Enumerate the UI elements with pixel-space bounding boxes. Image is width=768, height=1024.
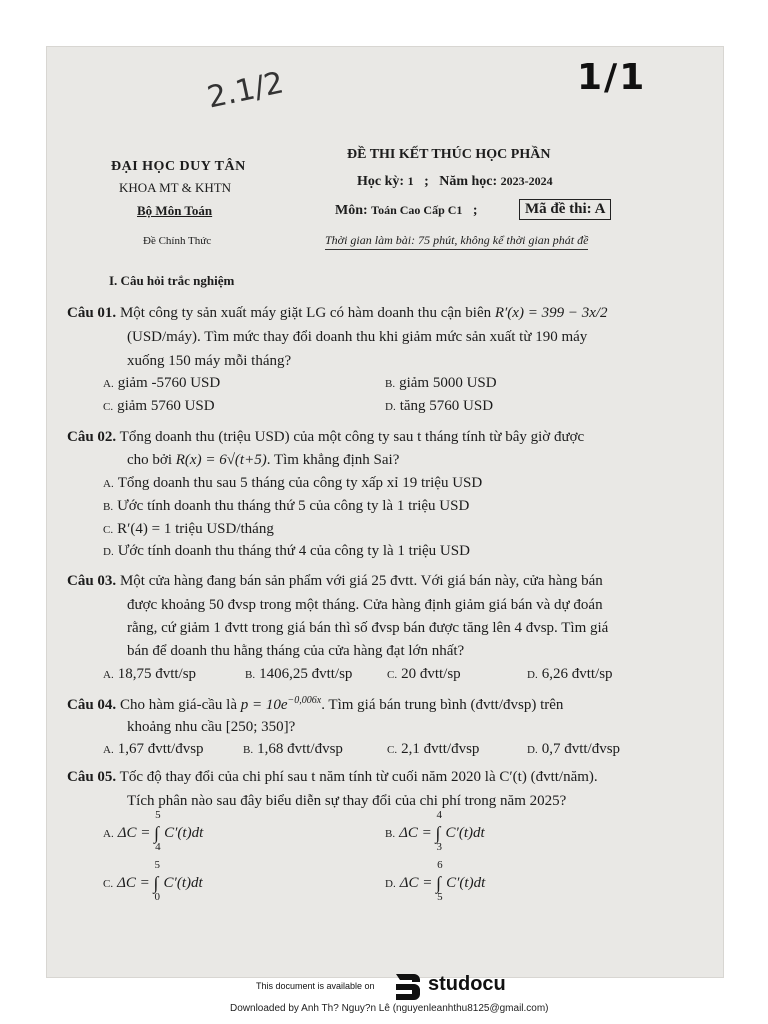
exam-code-value: A xyxy=(594,201,606,217)
question-4-option-a xyxy=(103,741,204,758)
question-2-line-2 xyxy=(127,452,399,469)
integral-sign-icon: ∫ 5 4 xyxy=(154,809,161,853)
integral-upper-bound: 5 xyxy=(155,809,161,821)
question-1-formula: R′(x) = 399 − 3x/2 xyxy=(494,305,608,321)
question-3-option-b xyxy=(245,666,352,683)
option-text: Ước tính doanh thu tháng thứ 5 của công ty là 1 triệu USD xyxy=(117,498,470,514)
term-separator: ; xyxy=(417,174,436,189)
option-letter: D. xyxy=(103,546,114,558)
question-3-line-1 xyxy=(67,573,603,590)
option-text: giảm -5760 USD xyxy=(117,375,221,391)
university-name: ĐẠI HỌC DUY TÂN xyxy=(111,159,246,174)
question-2-text: Tổng doanh thu (triệu USD) của một công ty sau t tháng tính từ bây giờ được xyxy=(116,429,585,445)
question-4-text: Cho hàm giá-cầu là xyxy=(116,697,241,713)
question-5-label: Câu 05. xyxy=(67,769,117,785)
option-text: 20 đvtt/sp xyxy=(401,666,461,682)
subject-label: Môn: xyxy=(335,203,368,218)
question-4-line-1 xyxy=(67,695,563,714)
question-5-option-c xyxy=(103,859,203,903)
option-text: 0,7 đvtt/đvsp xyxy=(541,741,621,757)
question-1-label: Câu 01. xyxy=(67,305,117,321)
question-4-option-d xyxy=(527,741,620,758)
question-4-option-b xyxy=(243,741,343,758)
question-4-line-2: khoảng nhu cầu [250; 350]? xyxy=(127,719,296,735)
term-label: Học kỳ: xyxy=(357,174,405,189)
integral-upper-bound: 6 xyxy=(437,859,443,871)
faculty-name: KHOA MT & KHTN xyxy=(119,180,232,195)
download-notice: Downloaded by Anh Th? Nguy?n Lê (nguyenleanhthu8125@gmail.com) xyxy=(230,1003,549,1014)
studocu-brand-link[interactable]: studocu xyxy=(428,973,506,995)
option-rhs: C′(t)dt xyxy=(163,874,203,891)
question-4-option-c xyxy=(387,741,479,758)
question-3-label: Câu 03. xyxy=(67,573,117,589)
question-2-label: Câu 02. xyxy=(67,429,117,445)
option-text: giảm 5760 USD xyxy=(117,398,215,414)
question-4-formula: p = 10e xyxy=(240,697,288,713)
year-value: 2023-2024 xyxy=(500,174,553,188)
option-letter: C. xyxy=(103,524,114,536)
option-letter: B. xyxy=(243,744,254,756)
option-letter: B. xyxy=(385,378,396,390)
integral-upper-bound: 4 xyxy=(436,809,443,821)
section-title: I. Câu hỏi trắc nghiệm xyxy=(109,273,235,288)
exam-code-box xyxy=(519,199,611,220)
option-letter: D. xyxy=(385,401,396,413)
option-letter: A. xyxy=(103,827,114,840)
question-5-option-d xyxy=(385,859,486,903)
question-5-option-a xyxy=(103,809,204,853)
option-letter: C. xyxy=(387,669,398,681)
question-5-text: Tốc độ thay đổi của chi phí sau t năm tính từ cuối năm 2020 là C′(t) (đvtt/năm). xyxy=(116,769,598,785)
option-letter: D. xyxy=(385,877,396,890)
question-2-text: . Tìm khẳng định Sai? xyxy=(266,452,400,468)
option-letter: B. xyxy=(385,827,396,840)
integral-lower-bound: 4 xyxy=(155,841,161,853)
option-text: 2,1 đvtt/đvsp xyxy=(401,741,480,757)
question-2-line-1 xyxy=(67,429,584,446)
question-5-line-1 xyxy=(67,769,598,786)
question-1-line-2: (USD/máy). Tìm mức thay đổi doanh thu khi giảm mức sản xuất từ 190 máy xyxy=(127,329,588,345)
option-lhs: ΔC = xyxy=(117,874,154,891)
question-5-line-2: Tích phân nào sau đây biểu diễn sự thay đổi của chi phí trong năm 2025? xyxy=(127,793,567,809)
question-3-option-d xyxy=(527,666,613,683)
question-3-line-2: được khoảng 50 đvsp trong một tháng. Cửa hàng định giảm giá bán và dự đoán xyxy=(127,597,603,613)
option-letter: C. xyxy=(103,877,114,890)
option-text: tăng 5760 USD xyxy=(399,398,494,414)
option-text: giảm 5000 USD xyxy=(399,375,497,391)
question-3-text: Một cửa hàng đang bán sản phẩm với giá 25 đvtt. Với giá bán này, cửa hàng bán xyxy=(116,573,603,589)
option-lhs: ΔC = xyxy=(399,824,436,841)
question-4-label: Câu 04. xyxy=(67,697,117,713)
option-letter: D. xyxy=(527,669,538,681)
option-text: 1,68 đvtt/đvsp xyxy=(257,741,343,757)
option-text: 1,67 đvtt/đvsp xyxy=(117,741,204,757)
exam-status: Đề Chính Thức xyxy=(143,235,212,247)
question-2-formula: R(x) = 6√(t+5) xyxy=(175,452,267,468)
question-2-text: cho bởi xyxy=(127,452,176,468)
exam-title: ĐỀ THI KẾT THÚC HỌC PHẦN xyxy=(347,147,551,162)
option-text: 1406,25 đvtt/sp xyxy=(259,666,353,682)
question-1-option-b xyxy=(385,375,497,392)
question-2-option-a xyxy=(103,475,482,492)
option-letter: A. xyxy=(103,669,114,681)
option-letter: C. xyxy=(103,401,114,413)
question-3-option-c xyxy=(387,666,461,683)
question-4-exponent: −0,006x xyxy=(287,695,322,706)
option-text: Tổng doanh thu sau 5 tháng của công ty xấp xỉ 19 triệu USD xyxy=(117,475,483,491)
question-1-line-1 xyxy=(67,305,608,322)
term-line xyxy=(357,174,553,190)
term-value: 1 xyxy=(407,174,414,188)
integral-lower-bound: 5 xyxy=(437,891,443,903)
year-label: Năm học: xyxy=(439,174,498,189)
handwritten-page-mark: 1/1 xyxy=(577,57,647,98)
option-text: R′(4) = 1 triệu USD/tháng xyxy=(117,521,274,537)
subject-line xyxy=(335,203,478,219)
subject-separator: ; xyxy=(465,203,478,218)
exam-paper xyxy=(46,46,724,978)
integral-upper-bound: 5 xyxy=(154,859,161,871)
question-1-option-a xyxy=(103,375,220,392)
question-2-option-d xyxy=(103,543,470,560)
option-text: Ước tính doanh thu tháng thứ 4 của công ty là 1 triệu USD xyxy=(117,543,470,559)
question-5-option-b xyxy=(385,809,485,853)
question-2-option-b xyxy=(103,498,469,515)
availability-notice: This document is available on xyxy=(256,981,375,991)
option-letter: B. xyxy=(245,669,256,681)
integral-sign-icon: ∫ 5 0 xyxy=(153,859,161,903)
question-3-line-4: bán để doanh thu hằng tháng của cửa hàng đạt lớn nhất? xyxy=(127,643,465,659)
question-2-option-c xyxy=(103,521,274,538)
option-letter: A. xyxy=(103,378,114,390)
integral-lower-bound: 0 xyxy=(154,891,161,903)
option-lhs: ΔC = xyxy=(117,824,155,841)
option-letter: A. xyxy=(103,478,114,490)
exam-code-label: Mã đề thi: xyxy=(525,201,592,217)
option-letter: C. xyxy=(387,744,398,756)
question-1-option-d xyxy=(385,398,493,415)
question-3-line-3: rằng, cứ giảm 1 đvtt trong giá bán thì số đvsp bán được tăng lên 4 đvsp. Tìm giá xyxy=(127,620,609,636)
question-3-option-a xyxy=(103,666,196,683)
integral-sign-icon: ∫ 6 5 xyxy=(436,859,443,903)
option-rhs: C′(t)dt xyxy=(164,824,204,841)
question-1-text: Một công ty sản xuất máy giặt LG có hàm doanh thu cận biên xyxy=(116,305,495,321)
question-1-option-c xyxy=(103,398,215,415)
option-rhs: C′(t)dt xyxy=(445,824,485,841)
integral-lower-bound: 3 xyxy=(436,841,443,853)
handwritten-margin-mark: 2.1/2 xyxy=(204,65,287,116)
option-lhs: ΔC = xyxy=(399,874,437,891)
option-letter: D. xyxy=(527,744,538,756)
option-letter: A. xyxy=(103,744,114,756)
studocu-logo-icon[interactable] xyxy=(392,970,424,1005)
option-text: 18,75 đvtt/sp xyxy=(117,666,197,682)
integral-sign-icon: ∫ 4 3 xyxy=(435,809,443,853)
option-rhs: C′(t)dt xyxy=(446,874,486,891)
question-1-line-3: xuống 150 máy mỗi tháng? xyxy=(127,353,292,369)
option-text: 6,26 đvtt/sp xyxy=(541,666,613,682)
subject-value: Toán Cao Cấp C1 xyxy=(371,203,463,217)
exam-duration: Thời gian làm bài: 75 phút, không kể thời gian phát đề xyxy=(325,233,588,250)
option-letter: B. xyxy=(103,501,114,513)
department-name: Bộ Môn Toán xyxy=(137,203,213,218)
question-4-text: . Tìm giá bán trung bình (đvtt/đvsp) trên xyxy=(321,697,564,713)
